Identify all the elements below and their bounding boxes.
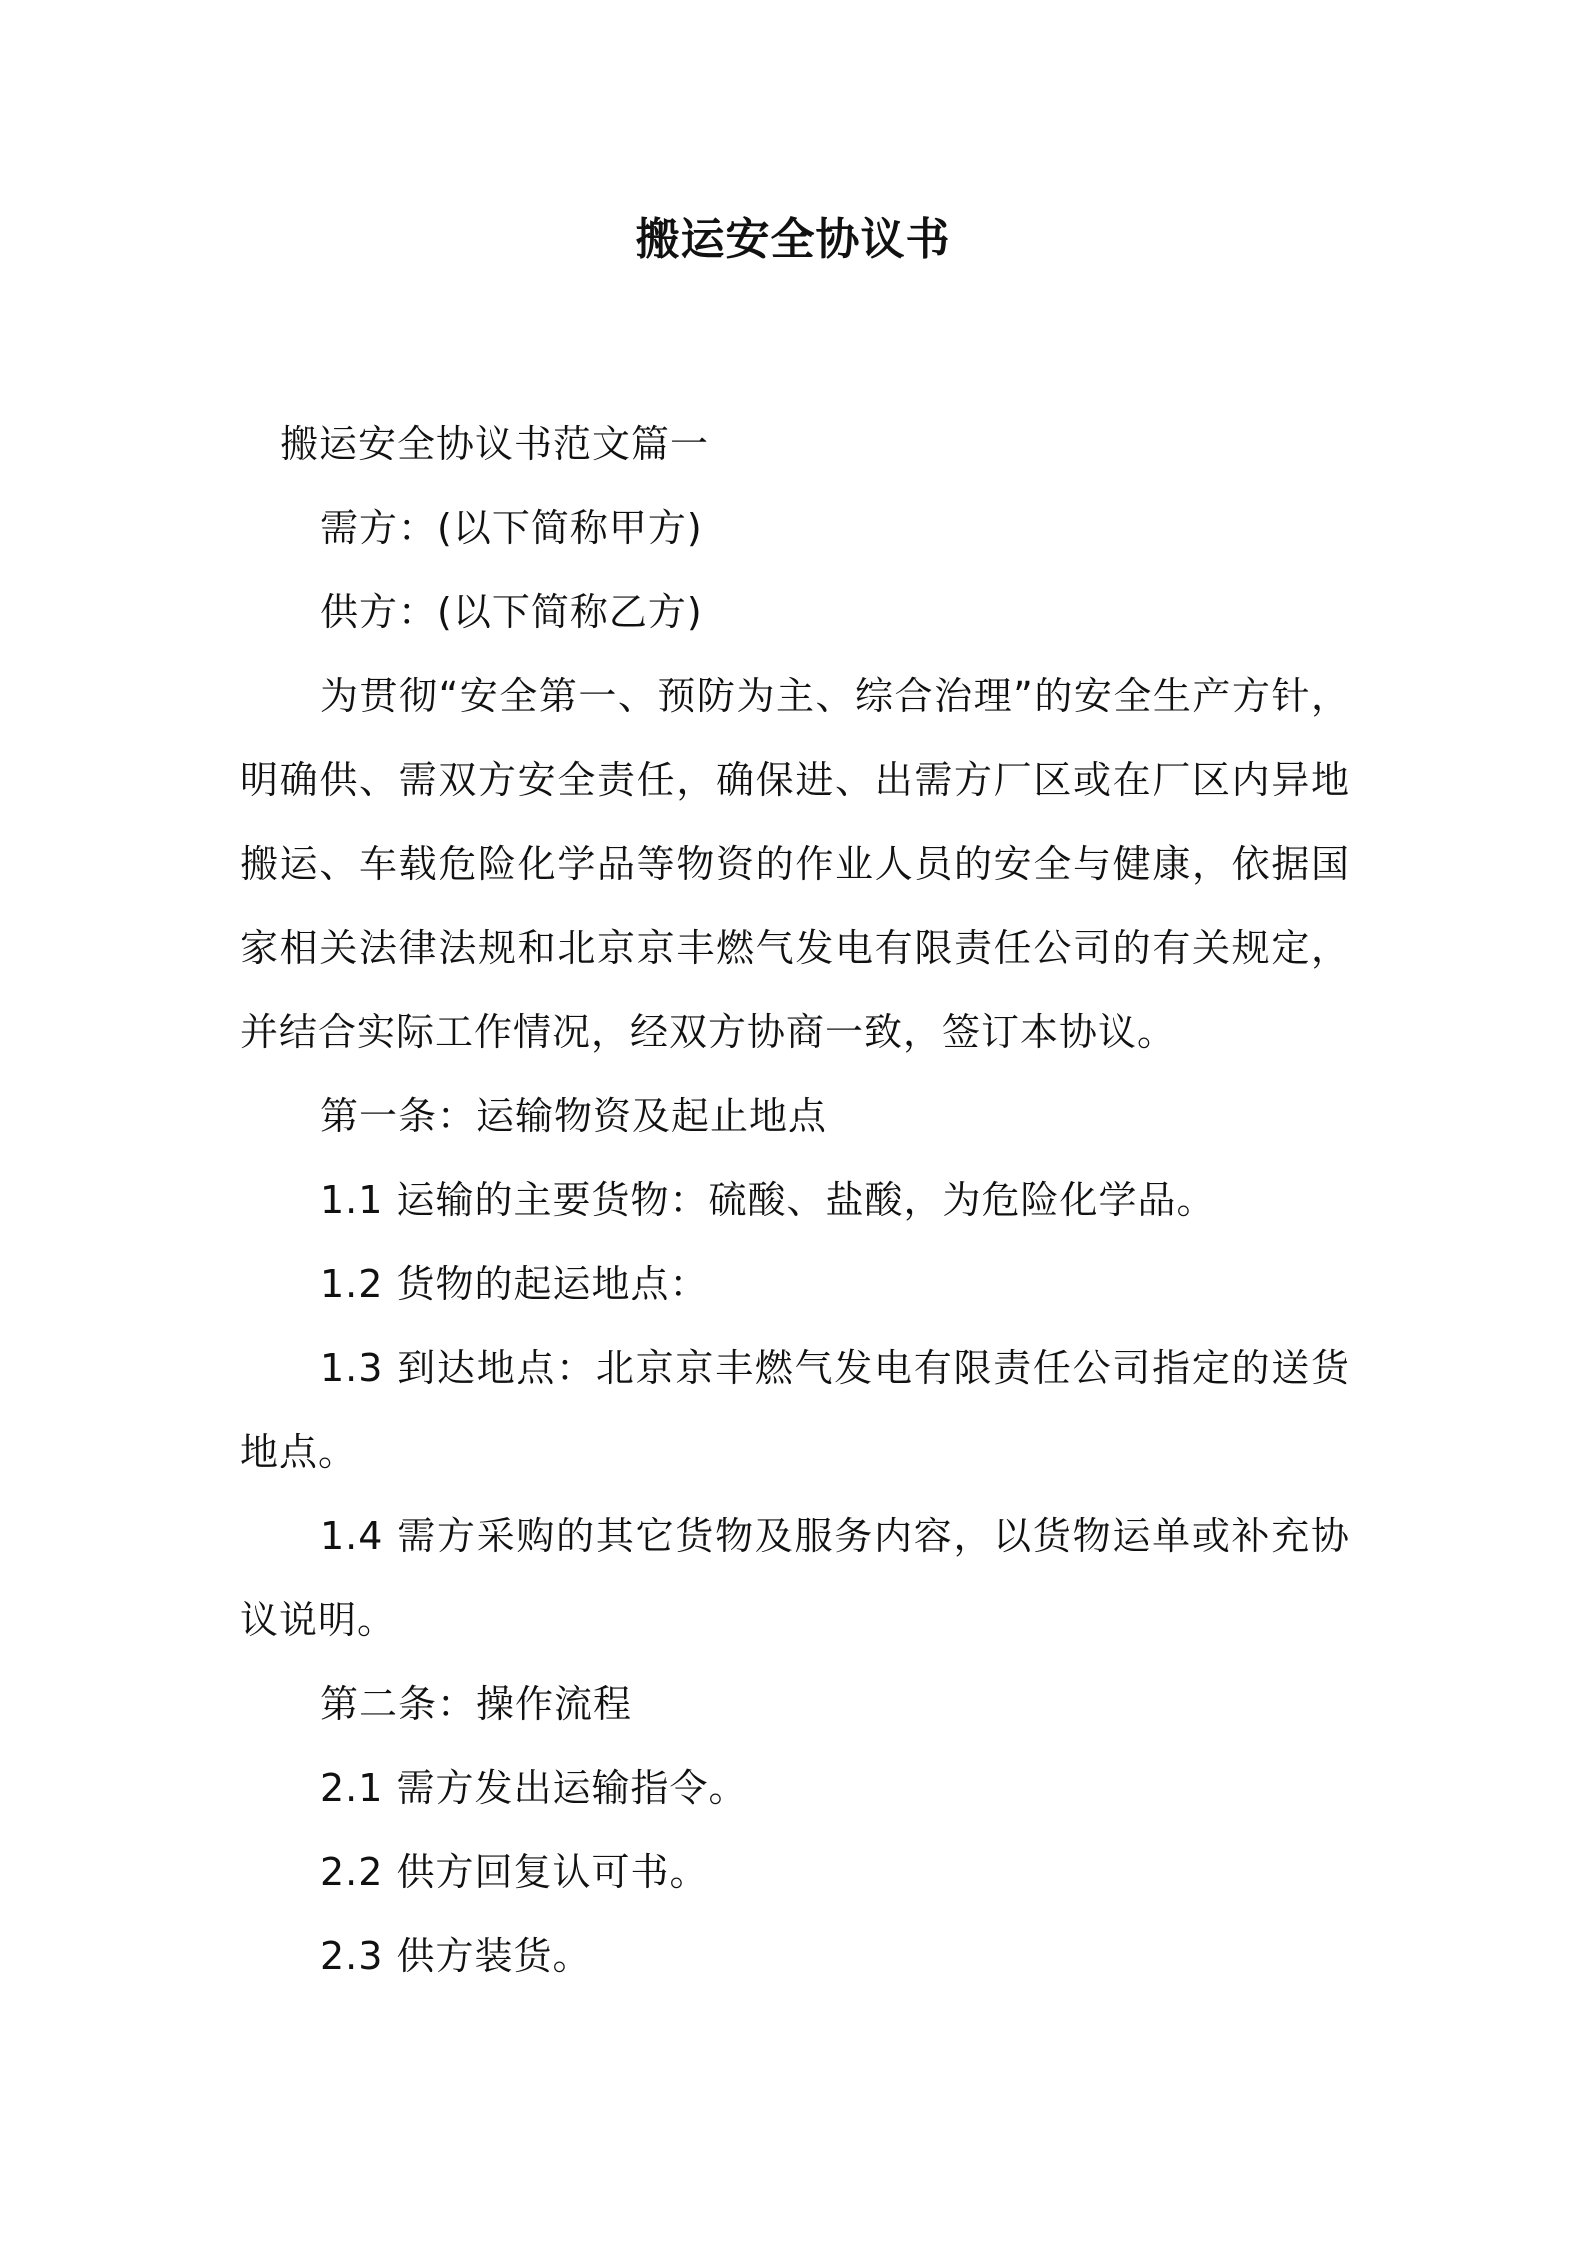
- article-1-heading: 第一条：运输物资及起止地点: [320, 1094, 828, 1138]
- paragraph-buyer: 需方：(以下简称甲方): [320, 506, 703, 550]
- article-2-heading: 第二条：操作流程: [320, 1682, 633, 1726]
- clause-1-3: 1.3 到达地点：北京京丰燃气发电有限责任公司指定的送货地点。: [240, 1346, 1350, 1474]
- clause-1-2: 1.2 货物的起运地点：: [320, 1262, 709, 1306]
- document-subtitle: 搬运安全协议书范文篇一: [280, 422, 710, 466]
- paragraph-intro: 为贯彻“安全第一、预防为主、综合治理”的安全生产方针，明确供、需双方安全责任，确保进、出需方厂区或在厂区内异地搬运、车载危险化学品等物资的作业人员的安全与健康，依据国家相关法律法规和北京京丰燃气发电有限责任公司的有关规定，并结合实际工作情况，经双方协商一致，签订本协议。: [240, 674, 1350, 1054]
- clause-2-3: 2.3 供方装货。: [320, 1934, 592, 1978]
- clause-2-1: 2.1 需方发出运输指令。: [320, 1766, 748, 1810]
- clause-1-1: 1.1 运输的主要货物：硫酸、盐酸，为危险化学品。: [320, 1178, 1216, 1222]
- clause-2-2: 2.2 供方回复认可书。: [320, 1850, 709, 1894]
- paragraph-supplier: 供方：(以下简称乙方): [320, 590, 703, 634]
- clause-1-4: 1.4 需方采购的其它货物及服务内容，以货物运单或补充协议说明。: [240, 1514, 1350, 1642]
- document-title: 搬运安全协议书: [635, 214, 951, 265]
- document-body: [240, 402, 1350, 1998]
